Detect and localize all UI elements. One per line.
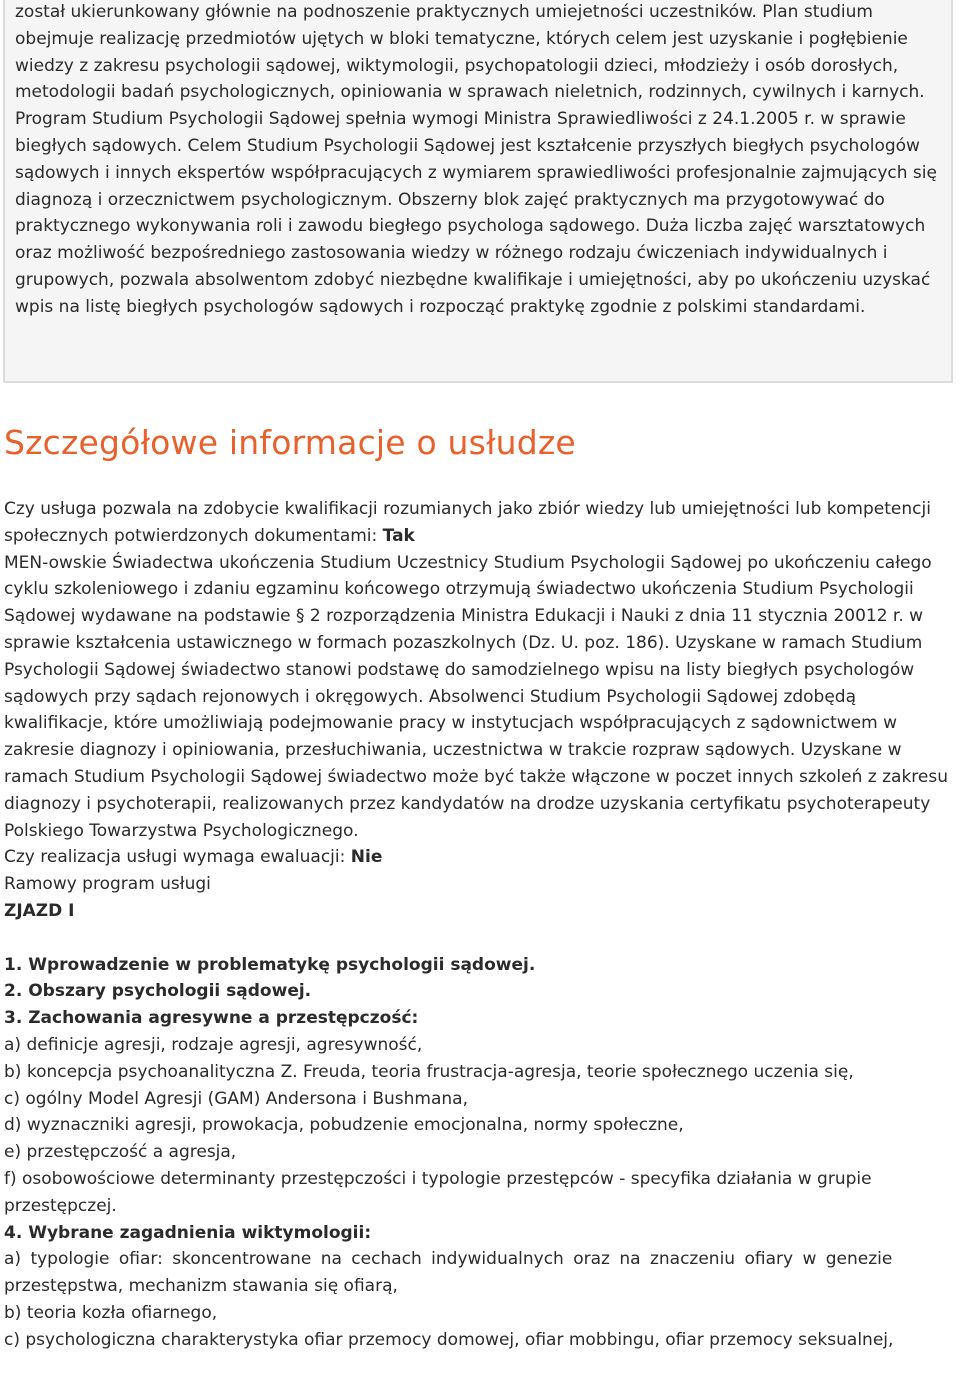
qualification-answer: Tak [382, 525, 415, 546]
section-title: Szczegółowe informacje o usłudze [4, 423, 576, 462]
evaluation-answer: Nie [350, 847, 383, 868]
program-item: a) definicje agresji, rodzaje agresji, agresywność, [4, 1034, 423, 1055]
program-heading: 3. Zachowania agresywne a przestępczość: [4, 1008, 419, 1029]
program-item: e) przestępczość a agresja, [4, 1142, 237, 1163]
intro-paragraph: został ukierunkowany głównie na podnoszenie praktycznych umiejetności uczestników. Plan studium obejmuje realizację przedmiotów ujętych w bloki tematyczne, których celem jest uzyskanie i pogłębienie wiedzy z zakresu psychologii sądowej, wiktymologii, psychopatologii dzieci, młodzieży i osób dorosłych, metodologii badań psychologicznych, opiniowania w sprawach nieletnich, rodzinnych, cywilnych i karnych. Program Studium Psychologii Sądowej spełnia wymogi Ministra Sprawiedliwości z 24.1.2005 r. w sprawie biegłych sądowych. Celem Studium Psychologii Sądowej jest kształcenie przyszłych biegłych psychologów sądowych i innych ekspertów współpracujących z wymiarem sprawiedliwości profesjonalnie zajmujących się diagnozą i orzecznictwem psychologicznym. Obszerny blok zajęć praktycznych ma przygotowywać do praktycznego wykonywania roli i zawodu biegłego psychologa sądowego. Duża liczba zajęć warsztatowych oraz możliwość bezpośredniego zastosowania wiedzy w różnego rodzaju ćwiczeniach indywidualnych i grupowych, pozwala absolwentom zdobyć niezbędne kwalifikaje i umiejętności, aby po ukończeniu uzyskać wpis na listę biegłych psychologów sądowych i rozpocząć praktykę zgodnie z polskimi standardami. [15, 2, 937, 317]
evaluation-line [4, 844, 960, 871]
qualification-description: MEN-owskie Świadectwa ukończenia Studium Uczestnicy Studium Psychologii Sądowej po ukończeniu całego cyklu szkoleniowego i zdaniu egzaminu końcowego otrzymują świadectwo ukończenia Studium Psychologii Sądowej wydawane na podstawie § 2 rozporządzenia Ministra Edukacji i Nauki z dnia 11 stycznia 20012 r. w sprawie kształcenia ustawicznego w formach pozaszkolnych (Dz. U. poz. 186). Uzyskane w ramach Studium Psychologii Sądowej świadectwo stanowi podstawę do samodzielnego wpisu na listy biegłych psychologów sądowych przy sądach rejonowych i okręgowych. Absolwenci Studium Psychologii Sądowej zdobędą kwalifikacje, które umożliwiają podejmowanie pracy w instytucjach współpracujących z sądownictwem w zakresie diagnozy i opiniowania, przesłuchiwania, uczestnictwa w trakcie rozpraw sądowych. Uzyskane w ramach Studium Psychologii Sądowej świadectwo może być także włączone w poczet innych szkoleń z zakresu diagnozy i psychoterapii, realizowanych przez kandydatów na drodze uzyskania certyfikatu psychoterapeuty Polskiego Towarzystwa Psychologicznego. [4, 552, 948, 841]
qualification-line [4, 496, 960, 550]
evaluation-question: Czy realizacja usługi wymaga ewaluacji: [4, 847, 351, 868]
zjazd-label: ZJAZD I [4, 900, 75, 921]
program-heading: 2. Obszary psychologii sądowej. [4, 981, 312, 1002]
program-item: c) ogólny Model Agresji (GAM) Andersona i Bushmana, [4, 1088, 468, 1109]
program-heading: 1. Wprowadzenie w problematykę psychologii sądowej. [4, 954, 536, 975]
spacer [4, 925, 960, 952]
program-item: a) typologie ofiar: skoncentrowane na cechach indywidualnych oraz na znaczeniu ofiary w genezie [4, 1249, 893, 1270]
program-item: c) psychologiczna charakterystyka ofiar przemocy domowej, ofiar mobbingu, ofiar przemocy seksualnej, [4, 1329, 894, 1350]
intro-panel [3, 0, 953, 383]
program-label: Ramowy program usługi [4, 874, 211, 895]
program-heading: 4. Wybrane zagadnienia wiktymologii: [4, 1222, 372, 1243]
program-item: przestępstwa, mechanizm stawania się ofiarą, [4, 1276, 398, 1297]
program-item: b) teoria kozła ofiarnego, [4, 1302, 218, 1323]
program-item: przestępczej. [4, 1195, 117, 1216]
program-item: f) osobowościowe determinanty przestępczości i typologie przestępców - specyfika działania w grupie [4, 1168, 872, 1189]
service-details [4, 496, 960, 1354]
program-item: b) koncepcja psychoanalityczna Z. Freuda, teoria frustracja-agresja, teorie społecznego uczenia się, [4, 1061, 854, 1082]
program-item: d) wyznaczniki agresji, prowokacja, pobudzenie emocjonalna, normy społeczne, [4, 1115, 684, 1136]
qualification-question: Czy usługa pozwala na zdobycie kwalifikacji rozumianych jako zbiór wiedzy lub umiejętności lub kompetencji społecznych potwierdzonych dokumentami: [4, 499, 931, 546]
